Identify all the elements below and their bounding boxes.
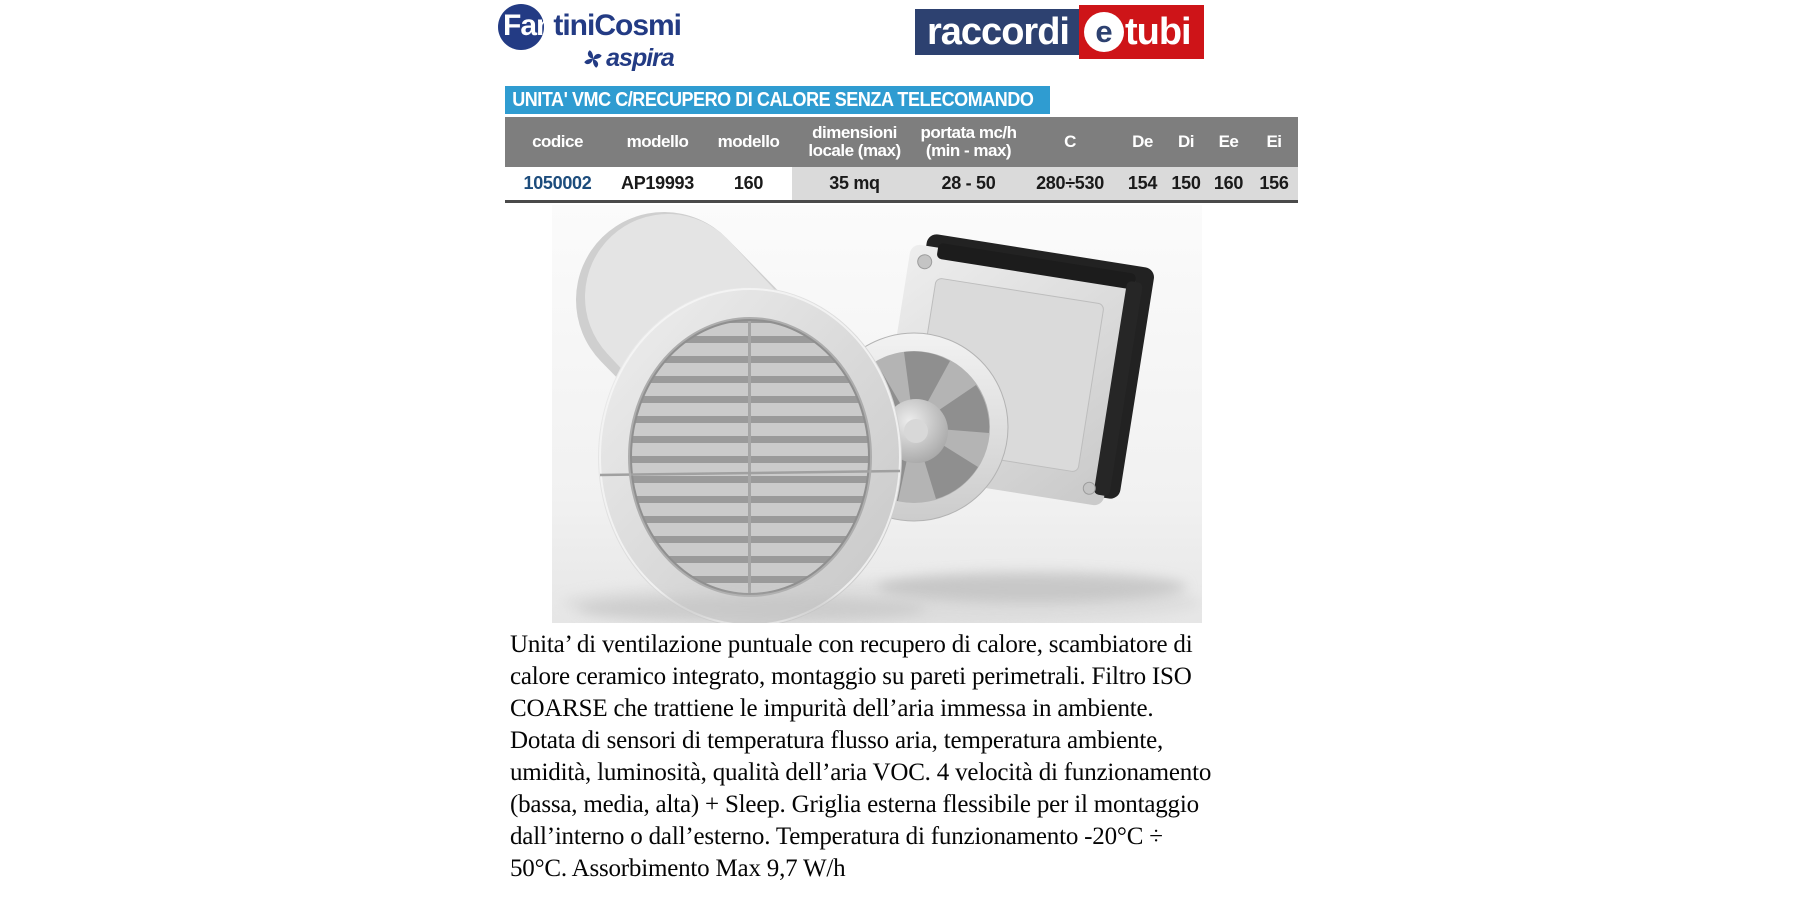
raccordi-block: raccordi <box>915 9 1079 55</box>
description-line: dall’interno o dall’esterno. Temperatura di funzionamento -20°C ÷ <box>510 823 1163 850</box>
description-line: calore ceramico integrato, montaggio su pareti perimetrali. Filtro ISO <box>510 663 1192 690</box>
product-title: UNITA' VMC C/RECUPERO DI CALORE SENZA TELECOMANDO <box>512 88 1034 111</box>
raccordietubi-logo <box>915 5 1204 59</box>
aspira-wordmark <box>553 44 703 73</box>
description-line: Unita’ di ventilazione puntuale con recupero di calore, scambiatore di <box>510 631 1193 658</box>
fantinicosmi-fan-text: Fan <box>503 9 554 42</box>
description-line: Dotata di sensori di temperatura flusso aria, temperatura ambiente, <box>510 727 1164 754</box>
col-ee: Ee <box>1218 131 1239 151</box>
cell-portata: 28 - 50 <box>917 167 1020 200</box>
cell-ei: 156 <box>1250 167 1298 200</box>
cell-c: 280÷530 <box>1020 167 1120 200</box>
aspira-text: aspira <box>606 44 674 72</box>
tubi-text: tubi <box>1124 10 1191 53</box>
table-row <box>505 167 1298 203</box>
col-c: C <box>1064 131 1076 151</box>
col-modello: modello <box>626 131 689 151</box>
cell-dimensioni: 35 mq <box>792 167 917 200</box>
fantinicosmi-wordmark <box>498 4 748 48</box>
col-codice: codice <box>532 131 583 151</box>
description-line: (bassa, media, alta) + Sleep. Griglia esterna flessibile per il montaggio <box>510 791 1199 818</box>
col-portata: portata mc/h (min - max) <box>920 122 1017 160</box>
description-line: 50°C. Assorbimento Max 9,7 W/h <box>510 855 846 882</box>
cell-de: 154 <box>1120 167 1165 200</box>
fantinicosmi-rest-text: tiniCosmi <box>553 9 682 42</box>
spec-table <box>505 117 1298 203</box>
fantinicosmi-logo <box>498 4 748 73</box>
col-ei: Ei <box>1266 131 1282 151</box>
cell-ee: 160 <box>1207 167 1250 200</box>
spec-table-header <box>505 117 1298 167</box>
col-di: Di <box>1178 131 1194 151</box>
cell-di: 150 <box>1165 167 1207 200</box>
e-circle-mark: e <box>1084 12 1124 52</box>
cell-modello: AP19993 <box>621 173 694 193</box>
product-title-bar <box>505 86 1050 114</box>
col-dimensioni: dimensioni locale (max) <box>808 122 901 160</box>
description-line: umidità, luminosità, qualità dell’aria VOC. 4 velocità di funzionamento <box>510 759 1212 786</box>
cell-modello-2: 160 <box>733 173 764 193</box>
description-line: COARSE che trattiene le impurità dell’aria immessa in ambiente. <box>510 695 1154 722</box>
col-de: De <box>1132 131 1153 151</box>
product-image <box>552 205 1202 623</box>
col-modello-2: modello <box>717 131 780 151</box>
cell-codice: 1050002 <box>523 173 592 193</box>
propeller-icon <box>582 48 604 70</box>
tubi-block <box>1079 5 1204 59</box>
product-description <box>510 629 1310 885</box>
